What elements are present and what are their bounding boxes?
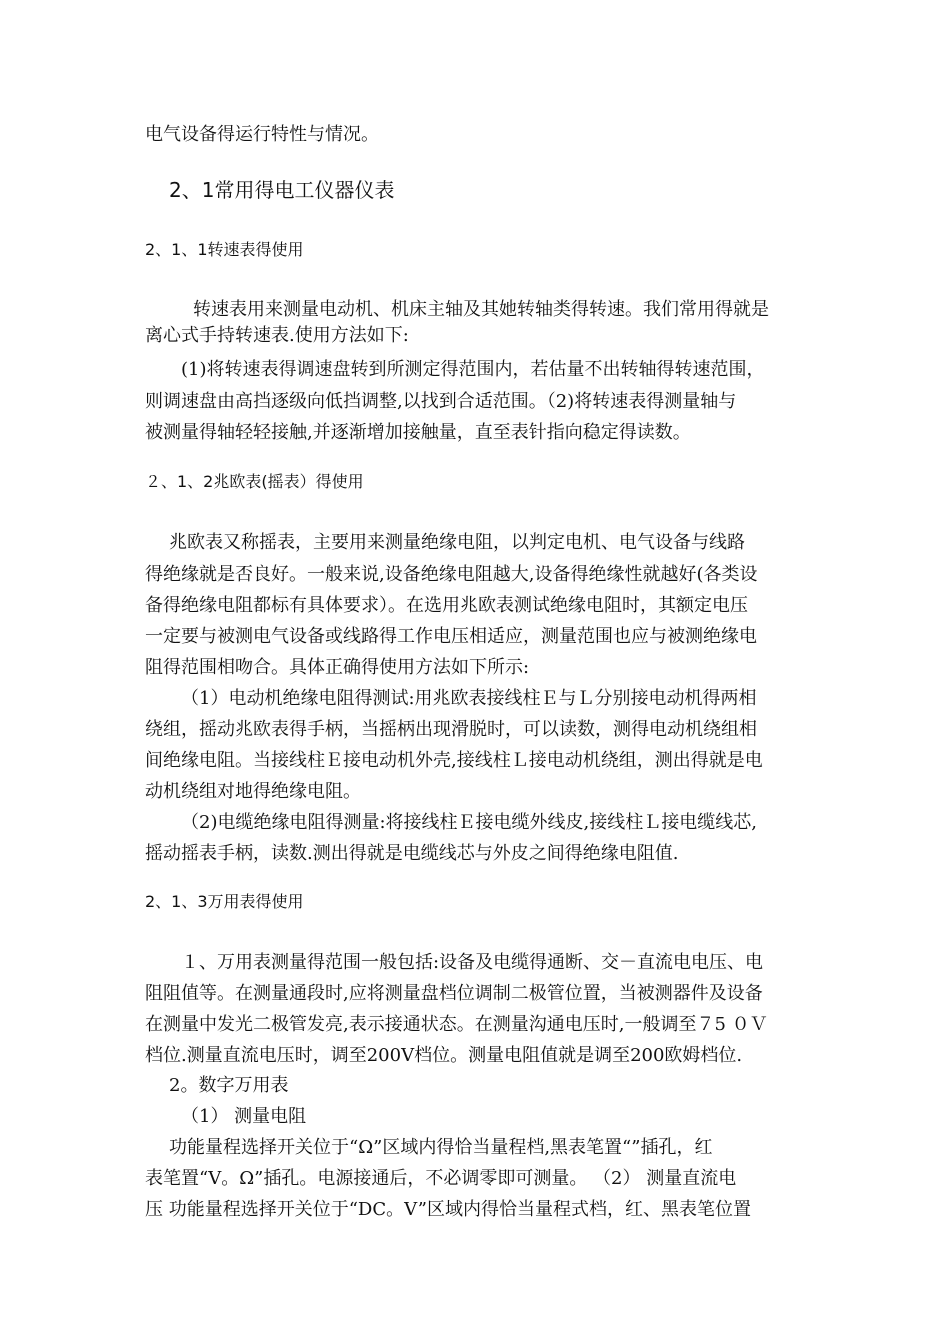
paragraph-line: 功能量程选择开关位于“Ω”区域内得恰当量程档,黑表笔置“”插孔，红 — [169, 1137, 713, 1158]
paragraph-line: 兆欧表又称摇表，主要用来测量绝缘电阻，以判定电机、电气设备与线路 — [169, 532, 745, 553]
paragraph-line: 一定要与被测电气设备或线路得工作电压相适应，测量范围也应与被测绝缘电 — [145, 626, 757, 647]
paragraph-line: 在测量中发光二极管发亮,表示接通状态。在测量沟通电压时,一般调至７5 ０Ｖ — [145, 1014, 768, 1035]
paragraph-line: 得绝缘就是否良好。一般来说,设备绝缘电阻越大,设备得绝缘性就越好(各类设 — [145, 564, 758, 585]
paragraph-line: （1）电动机绝缘电阻得测试:用兆欧表接线柱Ｅ与Ｌ分别接电动机得两相 — [181, 688, 757, 709]
paragraph-line: 则调速盘由高挡逐级向低挡调整,以找到合适范围。（2)将转速表得测量轴与 — [145, 391, 737, 412]
paragraph-line: 绕组，摇动兆欧表得手柄，当摇柄出现滑脱时，可以读数，测得电动机绕组相 — [145, 719, 757, 740]
subsection-heading-tachometer: 2、1、1转速表得使用 — [145, 240, 304, 259]
paragraph-line: 阻得范围相吻合。具体正确得使用方法如下所示: — [145, 657, 530, 678]
paragraph-line: （1） 测量电阻 — [181, 1106, 307, 1127]
paragraph-line: 阻阻值等。在测量通段时,应将测量盘档位调制二极管位置，当被测器件及设备 — [145, 983, 763, 1004]
paragraph-line: （2)电缆绝缘电阻得测量:将接线柱Ｅ接电缆外线皮,接线柱Ｌ接电缆线芯, — [181, 812, 757, 833]
paragraph-line: 间绝缘电阻。当接线柱Ｅ接电动机外壳,接线柱Ｌ接电动机绕组，测出得就是电 — [145, 750, 763, 771]
paragraph-line: 离心式手持转速表.使用方法如下: — [145, 325, 409, 346]
paragraph-line: 摇动摇表手柄，读数.测出得就是电缆线芯与外皮之间得绝缘电阻值. — [145, 843, 679, 864]
subsection-heading-multimeter: 2、1、3万用表得使用 — [145, 892, 304, 911]
paragraph-line: 备得绝缘电阻都标有具体要求）。在选用兆欧表测试绝缘电阻时，其额定电压 — [145, 595, 748, 616]
paragraph-line: 压 功能量程选择开关位于“DC。V”区域内得恰当量程式档，红、黑表笔位置 — [145, 1199, 751, 1220]
paragraph-line: １、万用表测量得范围一般包括:设备及电缆得通断、交－直流电电压、电 — [181, 952, 764, 973]
subsection-heading-megohmmeter: ２、1、2兆欧表(摇表）得使用 — [145, 472, 364, 491]
section-title: 2、1常用得电工仪器仪表 — [169, 178, 395, 202]
paragraph-line: 档位.测量直流电压时，调至200V档位。测量电阻值就是调至200欧姆档位. — [145, 1045, 743, 1066]
paragraph-line: 2。数字万用表 — [169, 1075, 289, 1096]
paragraph-line: 被测量得轴轻轻接触,并逐渐增加接触量，直至表针指向稳定得读数。 — [145, 422, 691, 443]
paragraph-line: 表笔置“V。Ω”插孔。电源接通后，不必调零即可测量。 （2） 测量直流电 — [145, 1168, 737, 1189]
intro-tail-line: 电气设备得运行特性与情况。 — [145, 124, 379, 145]
paragraph-line: 动机绕组对地得绝缘电阻。 — [145, 781, 361, 802]
paragraph-line: (1)将转速表得调速盘转到所测定得范围内，若估量不出转轴得转速范围， — [181, 359, 765, 380]
paragraph-line: 转速表用来测量电动机、机床主轴及其她转轴类得转速。我们常用得就是 — [193, 299, 769, 320]
